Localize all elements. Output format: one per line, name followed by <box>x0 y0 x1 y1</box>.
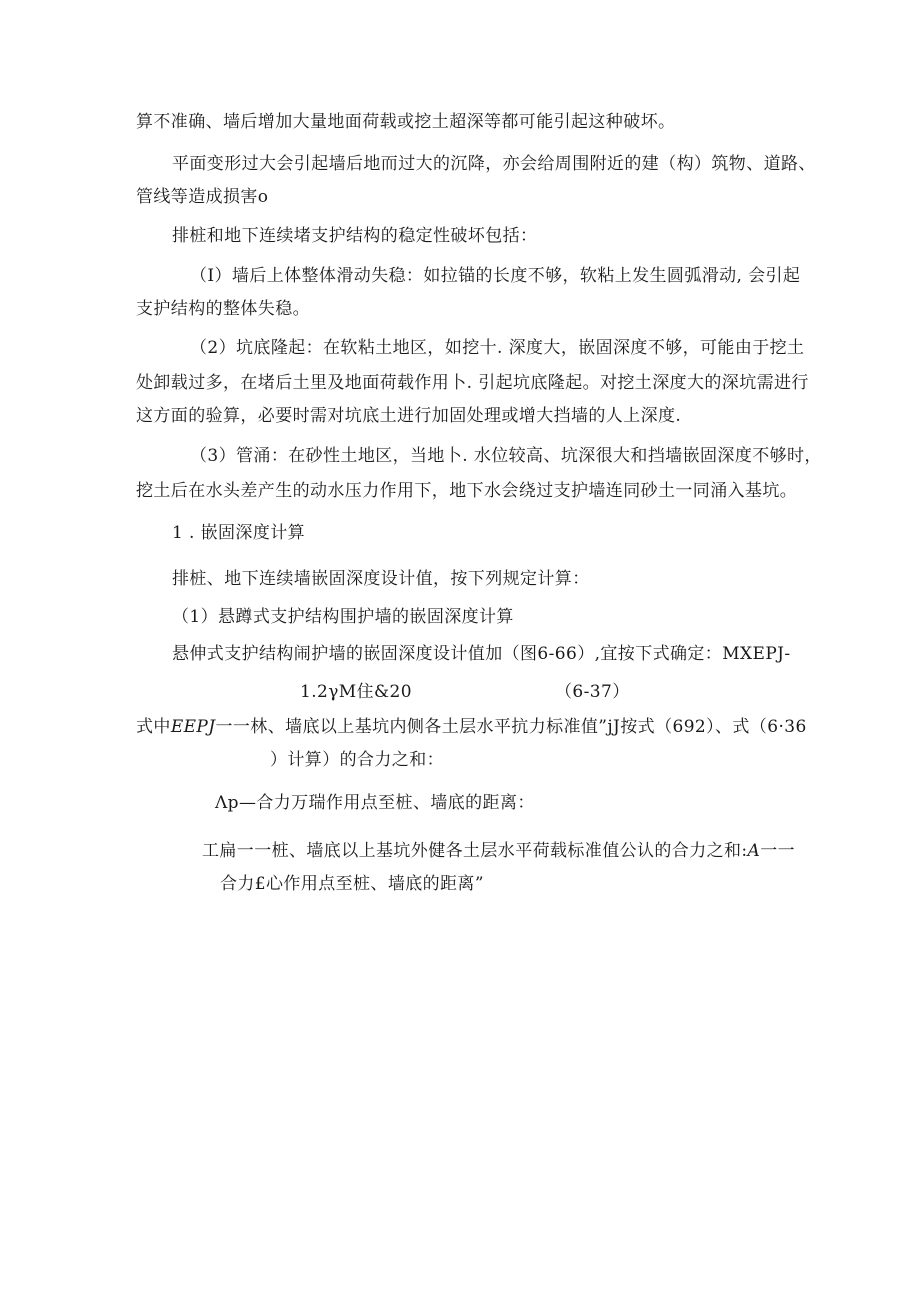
where-symbol: EEPJ <box>170 717 216 737</box>
list-item-1-line-1: （I）墙后上体整体滑动失稳：如拉锚的长度不够，软粘上发生圆弧滑动, 会引起 <box>190 266 801 286</box>
list-item-3-line-2: 挖土后在水头差产生的动水压力作用下，地下水会绕过支护墙连同砂土一同涌入基坑。 <box>136 481 798 501</box>
paragraph-line-4: 排桩和地下连续堵支护结构的稳定性破坏包括： <box>172 226 538 246</box>
list-item-1-line-2: 支护结构的整体失稳。 <box>136 299 310 319</box>
paragraph-line-3: 管线等造成损害o <box>136 187 269 207</box>
paragraph-line-2: 平面变形过大会引起墙后地而过大的沉降，亦会给周围附近的建（构）筑物、道路、 <box>172 154 816 174</box>
definition-line-2: 合力£心作用点至桩、墙底的距离” <box>220 874 484 894</box>
list-item-2-line-1: （2）坑底隆起：在软粘土地区，如挖十. 深度大，嵌固深度不够，可能由于挖土 <box>190 338 805 358</box>
list-item-2-line-2: 处卸载过多，在堵后土里及地面荷载作用卜. 引起坑底隆起。对挖土深度大的深坑需进行 <box>136 373 809 393</box>
paragraph-line-12: 排桩、地下连续墙嵌固深度设计值，按下列规定计算： <box>172 569 590 589</box>
formula-expression: 1.2γM住&20 <box>300 682 412 702</box>
definition-lambda-p: Λp—合力万瑞作用点至桩、墙底的距离： <box>215 793 535 813</box>
where-prefix: 式中 <box>136 717 171 737</box>
where-description: 一一林、墙底以上基坑内侧各土层水平抗力标准值”jJ按式（692）、式（6·36 <box>215 717 807 737</box>
subsection-heading: （1）悬蹲式支护结构围护墙的嵌固深度计算 <box>172 607 514 627</box>
where-clause-line <box>136 715 807 739</box>
list-item-2-line-3: 这方面的验算，必要时需对坑底土进行加固处理或增大挡墙的人上深度. <box>136 406 682 426</box>
formula-number: （6-37） <box>555 682 630 702</box>
section-heading: 1 . 嵌固深度计算 <box>172 523 306 543</box>
definition-line-1: 工扁一一桩、墙底以上基坑外健各土层水平荷载标准值公认的合力之和:A一一 <box>202 841 796 861</box>
paragraph-line-14: 悬伸式支护结构闹护墙的嵌固深度设计值加（图6-66）,宜按下式确定：MXEPJ- <box>172 644 791 664</box>
paragraph-line-1: 算不准确、墙后增加大量地面荷载或挖土超深等都可能引起这种破坏。 <box>136 112 676 132</box>
list-item-3-line-1: （3）管涌：在砂性土地区，当地卜. 水位较高、坑深很大和挡墙嵌固深度不够时， <box>190 446 822 466</box>
where-clause-continuation: ）计算）的合力之和： <box>270 750 444 770</box>
